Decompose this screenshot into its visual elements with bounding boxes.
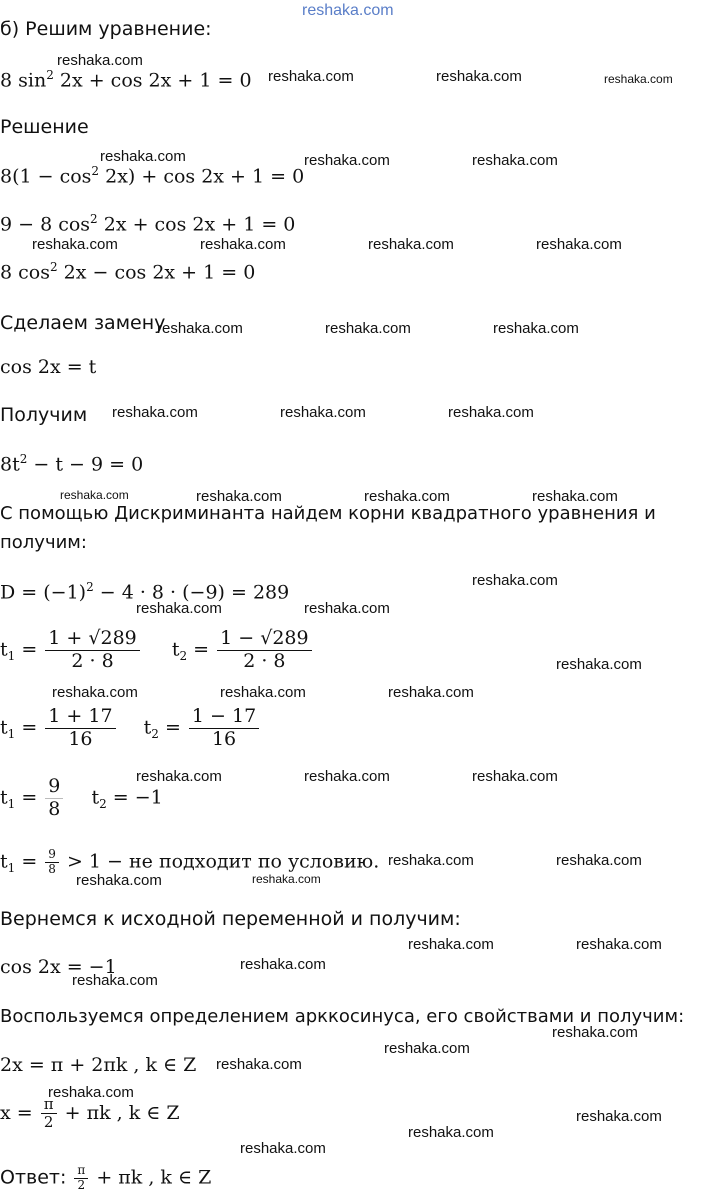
root-1-symbol: t	[0, 716, 8, 739]
root-1-numerator: 9	[45, 848, 59, 863]
root-2-index: 2	[151, 727, 159, 742]
reject-line	[0, 848, 379, 877]
solution-x-denominator: 2	[43, 1113, 54, 1132]
watermark: reshaka.com	[388, 852, 474, 869]
step-3-part: 2x − cos 2x + 1 = 0	[57, 261, 256, 284]
watermark: reshaka.com	[100, 148, 186, 165]
watermark: reshaka.com	[576, 936, 662, 953]
discriminant-exponent: 2	[86, 580, 94, 594]
root-2-symbol: t	[171, 638, 180, 661]
watermark: reshaka.com	[136, 768, 222, 785]
site-watermark-top: reshaka.com	[302, 2, 394, 19]
step-2	[0, 212, 295, 235]
root-2-denominator: 16	[211, 727, 237, 750]
roots-formula	[0, 628, 314, 673]
root-1-index: 1	[7, 861, 16, 876]
root-1-symbol: t	[0, 638, 8, 661]
answer	[0, 1164, 211, 1193]
watermark: reshaka.com	[304, 600, 390, 617]
watermark: reshaka.com	[576, 1108, 662, 1125]
step-1	[0, 164, 304, 187]
step-2-part: 9 − 8 cos	[0, 213, 91, 236]
root-1-symbol: t	[0, 786, 8, 809]
root-1-denominator: 8	[48, 797, 61, 820]
root-2-index: 2	[179, 649, 188, 664]
equals-sign: =	[15, 716, 44, 739]
root-1-fraction	[45, 628, 139, 673]
quadratic-part: − t − 9 = 0	[27, 453, 144, 476]
watermark: reshaka.com	[268, 68, 354, 85]
root-2-denominator: 2 · 8	[243, 649, 286, 672]
given-equation	[0, 68, 252, 91]
step-3-part: 8 cos	[0, 261, 50, 284]
watermark: reshaka.com	[136, 600, 222, 617]
root-1-numerator: 9	[45, 776, 63, 799]
root-2-index: 2	[99, 797, 107, 812]
watermark: reshaka.com	[556, 656, 642, 673]
task-heading: б) Решим уравнение:	[0, 18, 212, 40]
root-1-numerator: 1 + 17	[45, 706, 115, 729]
root-2-symbol: t	[143, 716, 152, 739]
solution-2x: 2x = π + 2πk , k ∈ Z	[0, 1054, 197, 1076]
watermark: reshaka.com	[57, 52, 143, 69]
discriminant-text-cont: получим:	[0, 532, 87, 553]
discriminant-text: С помощью Дискриминанта найдем корни квадратного уравнения и	[0, 503, 656, 524]
solution-x	[0, 1096, 180, 1132]
watermark: reshaka.com	[364, 488, 450, 505]
watermark: reshaka.com	[196, 488, 282, 505]
watermark: reshaka.com	[76, 872, 162, 889]
watermark: reshaka.com	[304, 768, 390, 785]
watermark: reshaka.com	[200, 236, 286, 253]
watermark: reshaka.com	[368, 236, 454, 253]
watermark: reshaka.com	[472, 768, 558, 785]
watermark: reshaka.com	[52, 684, 138, 701]
step-2-part: 2x + cos 2x + 1 = 0	[97, 213, 296, 236]
equals-sign: =	[15, 850, 44, 873]
step-1-exponent: 2	[91, 164, 100, 178]
root-1-fraction	[45, 706, 115, 751]
quadratic-exponent: 2	[19, 452, 28, 466]
answer-part: + πk , k ∈ Z	[90, 1166, 212, 1189]
substitution: cos 2x = t	[0, 356, 97, 378]
watermark: reshaka.com	[325, 320, 411, 337]
root-2-numerator: 1 − 17	[189, 706, 259, 729]
watermark: reshaka.com	[216, 1056, 302, 1073]
root-2-fraction	[189, 706, 259, 751]
watermark: reshaka.com	[240, 956, 326, 973]
watermark: reshaka.com	[472, 152, 558, 169]
root-1-denominator: 2 · 8	[71, 649, 114, 672]
step-1-part: 2x) + cos 2x + 1 = 0	[99, 165, 305, 188]
solution-x-numerator: π	[41, 1096, 57, 1114]
watermark: reshaka.com	[240, 1140, 326, 1157]
step-3	[0, 260, 255, 283]
root-2-numerator: 1 − √289	[217, 628, 311, 651]
step-3-exponent: 2	[49, 260, 58, 274]
substitution-label: Сделаем замену	[0, 312, 166, 334]
watermark: reshaka.com	[532, 488, 618, 505]
watermark: reshaka.com	[157, 320, 243, 337]
watermark: reshaka.com	[48, 1084, 134, 1101]
watermark: reshaka.com	[408, 936, 494, 953]
discriminant-part: − 4 · 8 · (−9) = 289	[93, 581, 290, 604]
watermark: reshaka.com	[536, 236, 622, 253]
solution-x-fraction	[41, 1096, 57, 1132]
watermark: reshaka.com	[408, 1124, 494, 1141]
root-2-value: = −1	[106, 786, 163, 809]
reject-text: > 1 − не подходит по условию.	[60, 850, 380, 873]
root-1-index: 1	[7, 649, 16, 664]
get-label: Получим	[0, 404, 88, 426]
given-equation-part: 8 sin	[0, 69, 47, 92]
step-1-part: 8(1 − cos	[0, 165, 92, 188]
answer-numerator: π	[74, 1164, 88, 1179]
watermark: reshaka.com	[384, 1040, 470, 1057]
root-1-denominator: 16	[68, 727, 93, 750]
equals-sign: =	[15, 638, 44, 661]
watermark: reshaka.com	[472, 572, 558, 589]
equals-sign: =	[15, 786, 44, 809]
root-2-symbol: t	[91, 786, 100, 809]
watermark: reshaka.com	[556, 852, 642, 869]
watermark: reshaka.com	[60, 488, 129, 502]
root-1-denominator: 8	[48, 861, 56, 876]
watermark: reshaka.com	[388, 684, 474, 701]
equals-sign: =	[187, 638, 216, 661]
quadratic-part: 8t	[0, 453, 20, 476]
root-1-numerator: 1 + √289	[45, 628, 139, 651]
watermark: reshaka.com	[280, 404, 366, 421]
root-2-fraction	[217, 628, 311, 673]
watermark: reshaka.com	[552, 1024, 638, 1041]
roots-computed	[0, 706, 261, 751]
root-1-index: 1	[7, 797, 16, 812]
watermark: reshaka.com	[604, 72, 673, 86]
watermark: reshaka.com	[112, 404, 198, 421]
solution-label: Решение	[0, 116, 89, 138]
given-equation-exponent: 2	[46, 68, 54, 82]
return-text: Вернемся к исходной переменной и получим:	[0, 908, 461, 930]
watermark: reshaka.com	[448, 404, 534, 421]
watermark: reshaka.com	[436, 68, 522, 85]
root-1-index: 1	[7, 727, 16, 742]
equals-sign: =	[158, 716, 187, 739]
watermark: reshaka.com	[493, 320, 579, 337]
root-1-fraction	[45, 776, 63, 821]
answer-denominator: 2	[77, 1177, 86, 1192]
discriminant-part: D = (−1)	[0, 581, 87, 604]
root-1-fraction	[45, 848, 59, 877]
watermark: reshaka.com	[72, 972, 158, 989]
step-2-exponent: 2	[90, 212, 98, 226]
watermark: reshaka.com	[32, 236, 118, 253]
solution-x-part: + πk , k ∈ Z	[58, 1101, 180, 1124]
given-equation-part: 2x + cos 2x + 1 = 0	[53, 69, 252, 92]
solution-x-part: x =	[0, 1101, 39, 1124]
watermark: reshaka.com	[304, 152, 390, 169]
quadratic-equation	[0, 452, 143, 475]
watermark: reshaka.com	[220, 684, 306, 701]
watermark: reshaka.com	[252, 872, 321, 886]
arccos-text: Воспользуемся определением арккосинуса, его свойствами и получим:	[0, 1006, 685, 1027]
cos-equation: cos 2x = −1	[0, 956, 117, 978]
answer-label: Ответ:	[0, 1166, 73, 1189]
root-1-symbol: t	[0, 850, 8, 873]
answer-fraction	[74, 1164, 88, 1193]
